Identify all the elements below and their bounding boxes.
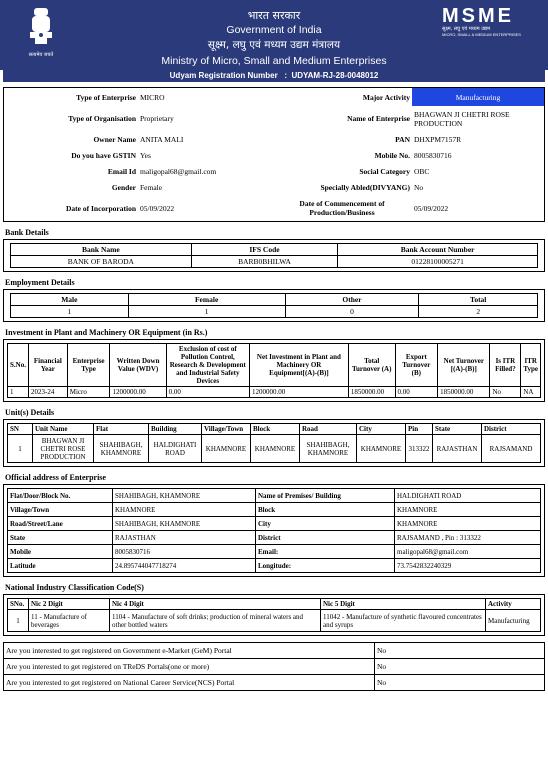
unit-cell: KHAMNORE xyxy=(357,435,406,463)
employment-table xyxy=(10,293,538,318)
unit-header: Pin xyxy=(406,424,433,435)
invest-cell: 0.00 xyxy=(395,387,438,398)
portal-question: Are you interested to get registered on TReDS Portals(one or more) xyxy=(4,659,375,675)
commencement-value: 05/09/2022 xyxy=(414,203,449,213)
major-activity-value: Manufacturing xyxy=(412,88,544,106)
invest-header: Is ITR Filled? xyxy=(490,344,521,387)
addr-label: City xyxy=(256,517,395,531)
nic-header: Nic 5 Digit xyxy=(321,599,486,610)
addr-value: maligopal68@gmail.com xyxy=(395,545,541,559)
msme-logo-sub: MICRO, SMALL & MEDIUM ENTERPRISES xyxy=(442,32,521,37)
reg-label: Udyam Registration Number xyxy=(169,71,278,80)
nic-box xyxy=(3,594,545,636)
unit-header: Village/Town xyxy=(202,424,251,435)
employment-box xyxy=(3,289,545,322)
invest-header: Total Turnover (A) xyxy=(348,344,395,387)
msme-logo xyxy=(442,6,534,50)
portal-questions-table xyxy=(3,642,545,691)
addr-label: Block xyxy=(256,503,395,517)
reg-sep: : xyxy=(284,71,288,80)
addr-value: KHAMNORE xyxy=(395,517,541,531)
ifs-code-value: BARB0BHILWA xyxy=(191,256,338,268)
gstin-label: Do you have GSTIN xyxy=(71,150,136,160)
address-box xyxy=(3,484,545,577)
addr-value: SHAHIBAGH, KHAMNORE xyxy=(113,489,256,503)
addr-label: Village/Town xyxy=(8,503,113,517)
unit-table xyxy=(7,423,541,463)
owner-label: Owner Name xyxy=(93,134,136,144)
addr-value: RAJASTHAN xyxy=(113,531,256,545)
addr-label: Latitude xyxy=(8,559,113,573)
hindi-ministry-title: सूक्ष्म, लघु एवं मध्यम उद्यम मंत्रालय xyxy=(207,39,341,51)
employment-section-title: Employment Details xyxy=(5,278,75,287)
portal-answer: No xyxy=(375,675,545,691)
unit-box xyxy=(3,419,545,467)
nic-cell: 11042 - Manufacture of synthetic flavoured concentrates and syrups xyxy=(321,610,486,632)
gov-title: Government of India xyxy=(226,24,322,36)
invest-header: Net Investment in Plant and Machinery OR Equipment[(A)-(B)] xyxy=(249,344,348,387)
nic-cell: 11 - Manufacture of beverages xyxy=(29,610,110,632)
addr-value: KHAMNORE xyxy=(113,503,256,517)
pan-label: PAN xyxy=(395,134,410,144)
addr-value: SHAHIBAGH, KHAMNORE xyxy=(113,517,256,531)
addr-value: RAJSAMAND , Pin : 313322 xyxy=(395,531,541,545)
msme-logo-text: MSME xyxy=(442,5,514,27)
invest-header: Financial Year xyxy=(28,344,67,387)
ifs-code-header: IFS Code xyxy=(191,244,338,256)
unit-cell: SHAHIBAGH, KHAMNORE xyxy=(300,435,357,463)
gender-label: Gender xyxy=(111,182,136,192)
addr-label: Road/Street/Lane xyxy=(8,517,113,531)
hindi-gov-title: भारत सरकार xyxy=(247,9,301,22)
type-enterprise-label: Type of Enterprise xyxy=(76,92,136,102)
nic-header: Activity xyxy=(486,599,541,610)
nic-cell: 1104 - Manufacture of soft drinks; production of mineral waters and other bottled waters xyxy=(110,610,321,632)
total-value: 2 xyxy=(419,306,538,318)
mobile-label: Mobile No. xyxy=(374,150,410,160)
male-value: 1 xyxy=(11,306,129,318)
nic-table xyxy=(7,598,541,632)
addr-label: Email: xyxy=(256,545,395,559)
unit-cell: RAJSAMAND xyxy=(482,435,541,463)
addr-label: Longitude: xyxy=(256,559,395,573)
invest-header: Export Turnover (B) xyxy=(395,344,438,387)
unit-header: SN xyxy=(8,424,33,435)
investment-section-title: Investment in Plant and Machinery OR Equipment (in Rs.) xyxy=(5,328,208,337)
invest-header: Exclusion of cost of Pollution Control, Research & Development and Industrial Safety Devices xyxy=(166,344,249,387)
enterprise-name-label: Name of Enterprise xyxy=(347,114,410,123)
unit-cell: SHAHIBAGH, KHAMNORE xyxy=(94,435,149,463)
bank-name-header: Bank Name xyxy=(11,244,192,256)
other-header: Other xyxy=(285,294,419,306)
invest-cell: NA xyxy=(521,387,541,398)
invest-cell: 1200000.00 xyxy=(110,387,166,398)
org-type-value: Proprietary xyxy=(140,114,174,123)
investment-table xyxy=(7,343,541,398)
social-label: Social Category xyxy=(359,166,410,176)
invest-cell: 1850000.00 xyxy=(438,387,490,398)
investment-box xyxy=(3,339,545,402)
unit-cell: 1 xyxy=(8,435,33,463)
addr-value: 8005830716 xyxy=(113,545,256,559)
female-header: Female xyxy=(128,294,285,306)
portal-answer: No xyxy=(375,643,545,659)
addr-label: Name of Premises/ Building xyxy=(256,489,395,503)
unit-cell: BHAGWAN JI CHETRI ROSE PRODUCTION xyxy=(33,435,94,463)
addr-value: 24.895744047718274 xyxy=(113,559,256,573)
portal-question: Are you interested to get registered on National Career Service(NCS) Portal xyxy=(4,675,375,691)
bank-section-title: Bank Details xyxy=(5,228,49,237)
addr-value: HALDIGHATI ROAD xyxy=(395,489,541,503)
invest-cell: 1850000.00 xyxy=(348,387,395,398)
incorporation-label: Date of Incorporation xyxy=(66,203,136,213)
owner-value: ANITA MALI xyxy=(140,134,184,144)
nic-header: SNo. xyxy=(8,599,29,610)
certificate-header xyxy=(0,0,548,70)
total-header: Total xyxy=(419,294,538,306)
registration-bar xyxy=(3,70,545,82)
commencement-label: Date of Commencement of Production/Business xyxy=(299,199,385,217)
msme-logo-hindi: सूक्ष्म, लघु एवं मध्यम उद्यम xyxy=(442,26,491,32)
unit-header: State xyxy=(433,424,482,435)
divyang-label: Specially Abled(DIVYANG) xyxy=(320,182,410,192)
nic-header: Nic 2 Digit xyxy=(29,599,110,610)
nic-header: Nic 4 Digit xyxy=(110,599,321,610)
reg-number: UDYAM-RJ-28-0048012 xyxy=(291,71,379,80)
invest-cell: No xyxy=(490,387,521,398)
unit-header: City xyxy=(357,424,406,435)
unit-cell: KHAMNORE xyxy=(202,435,251,463)
invest-cell: Micro xyxy=(67,387,110,398)
addr-label: Flat/Door/Block No. xyxy=(8,489,113,503)
enterprise-name-value: BHAGWAN JI CHETRI ROSE PRODUCTION xyxy=(414,109,510,128)
gender-value: Female xyxy=(140,182,163,192)
addr-label: Mobile xyxy=(8,545,113,559)
invest-cell: 1 xyxy=(8,387,29,398)
invest-header: ITR Type xyxy=(521,344,541,387)
email-value: maligopal68@gmail.com xyxy=(140,166,217,176)
other-value: 0 xyxy=(285,306,419,318)
unit-cell: HALDIGHATI ROAD xyxy=(149,435,202,463)
ministry-title: Ministry of Micro, Small and Medium Enterprises xyxy=(161,55,387,67)
invest-cell: 0.00 xyxy=(166,387,249,398)
unit-section-title: Unit(s) Details xyxy=(5,408,55,417)
addr-value: 73.7542832240329 xyxy=(395,559,541,573)
male-header: Male xyxy=(11,294,129,306)
gstin-value: Yes xyxy=(140,150,151,160)
incorporation-value: 05/09/2022 xyxy=(140,203,175,213)
unit-header: District xyxy=(482,424,541,435)
invest-cell: 1200000.00 xyxy=(249,387,348,398)
bank-name-value: BANK OF BARODA xyxy=(11,256,192,268)
addr-label: State xyxy=(8,531,113,545)
emblem-motto: सत्यमेव जयते xyxy=(28,52,54,58)
unit-cell: RAJASTHAN xyxy=(433,435,482,463)
portal-answer: No xyxy=(375,659,545,675)
address-table xyxy=(7,488,541,573)
unit-cell: KHAMNORE xyxy=(251,435,300,463)
female-value: 1 xyxy=(128,306,285,318)
invest-header: S.No. xyxy=(8,344,29,387)
type-enterprise-value: MICRO xyxy=(140,92,165,102)
nic-cell: 1 xyxy=(8,610,29,632)
address-section-title: Official address of Enterprise xyxy=(5,473,106,482)
invest-header: Enterprise Type xyxy=(67,344,110,387)
unit-header: Road xyxy=(300,424,357,435)
bank-details-table xyxy=(10,243,538,268)
bank-details-box xyxy=(3,239,545,272)
invest-header: Net Turnover [(A)-(B)] xyxy=(438,344,490,387)
unit-header: Building xyxy=(149,424,202,435)
mobile-value: 8005830716 xyxy=(414,150,452,160)
unit-header: Unit Name xyxy=(33,424,94,435)
invest-header: Written Down Value (WDV) xyxy=(110,344,166,387)
portal-question: Are you interested to get registered on Government e-Market (GeM) Portal xyxy=(4,643,375,659)
enterprise-details-table xyxy=(4,88,544,221)
pan-value: DHXPM7157R xyxy=(414,134,462,144)
enterprise-details-box xyxy=(3,87,545,222)
account-number-header: Bank Account Number xyxy=(338,244,538,256)
unit-header: Block xyxy=(251,424,300,435)
divyang-value: No xyxy=(414,182,424,192)
nic-section-title: National Industry Classification Code(S) xyxy=(5,583,144,592)
email-label: Email Id xyxy=(107,166,136,176)
unit-cell: 313322 xyxy=(406,435,433,463)
unit-header: Flat xyxy=(94,424,149,435)
addr-label: District xyxy=(256,531,395,545)
org-type-label: Type of Organisation xyxy=(68,114,136,123)
major-activity-label: Major Activity xyxy=(362,92,410,102)
nic-cell: Manufacturing xyxy=(486,610,541,632)
addr-value: KHAMNORE xyxy=(395,503,541,517)
invest-cell: 2023-24 xyxy=(28,387,67,398)
social-value: OBC xyxy=(414,166,430,176)
account-number-value: 01228100005271 xyxy=(338,256,538,268)
